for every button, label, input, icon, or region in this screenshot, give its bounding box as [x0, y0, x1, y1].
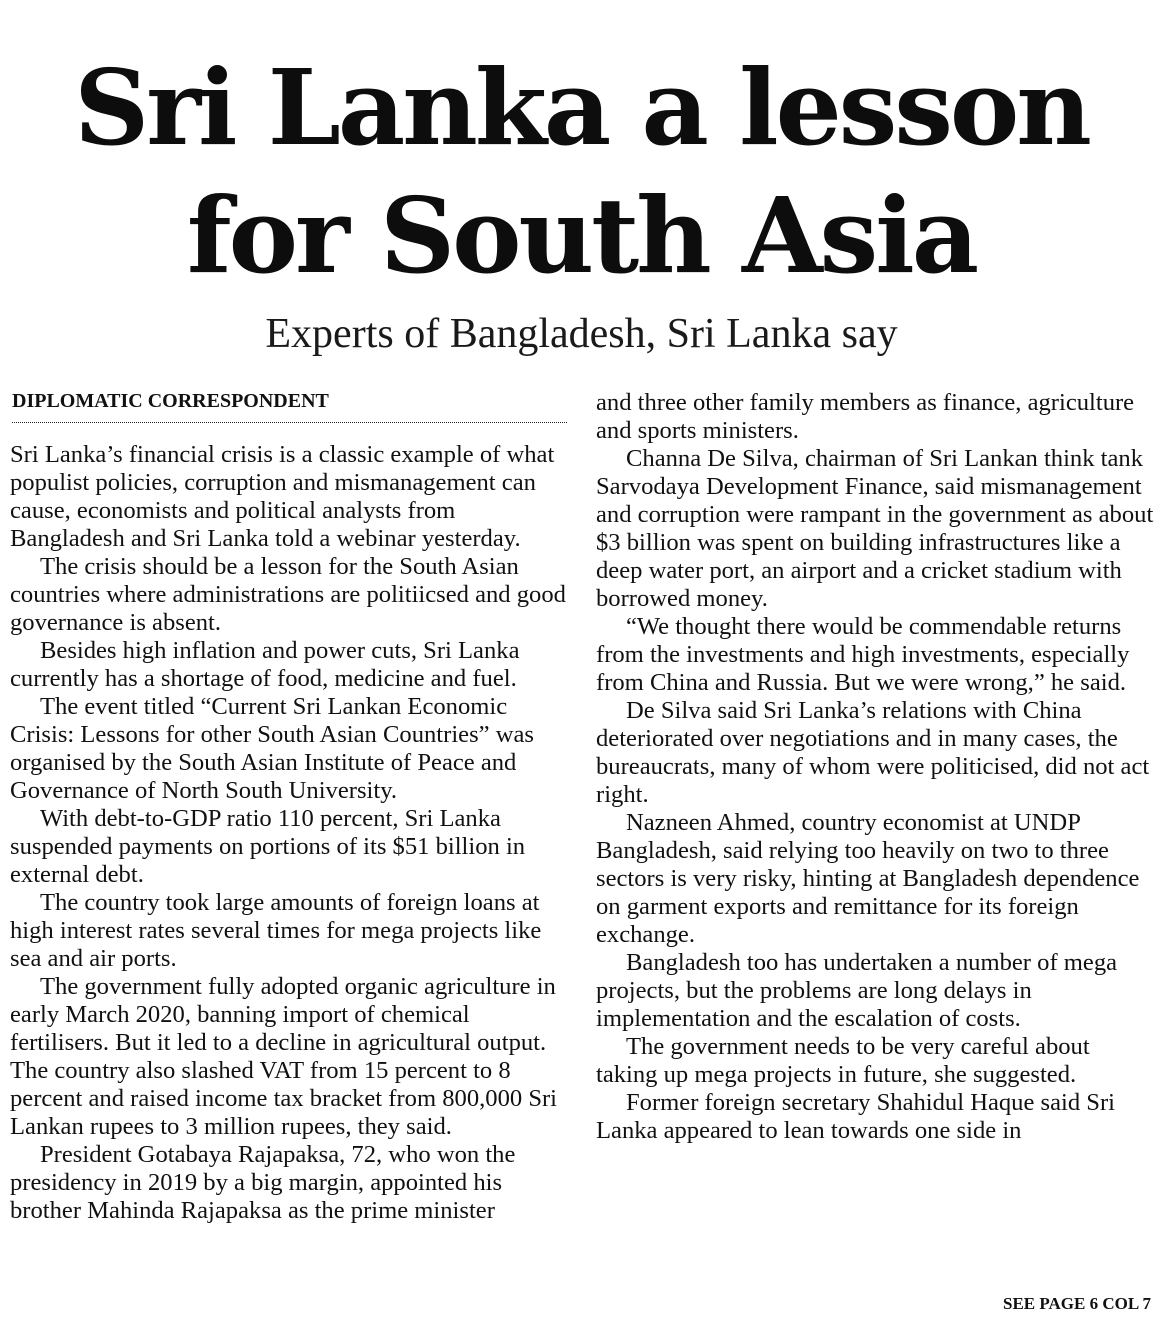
- paragraph: “We thought there would be commendable returns from the investments and high investments, especially from China and Russia. But we were wrong,” he said.: [596, 613, 1130, 696]
- paragraph: President Gotabaya Rajapaksa, 72, who won the presidency in 2019 by a big margin, appointed his brother Mahinda Rajapaksa as the prime minister: [10, 1141, 516, 1224]
- paragraph: With debt-to-GDP ratio 110 percent, Sri Lanka suspended payments on portions of its $51 billion in external debt.: [10, 805, 526, 888]
- paragraph: The country took large amounts of foreign loans at high interest rates several times for mega projects like sea and air ports.: [10, 889, 542, 972]
- paragraph: Nazneen Ahmed, country economist at UNDP Bangladesh, said relying too heavily on two to three sectors is very risky, hinting at Bangladesh dependence on garment exports and remittance for its foreign exchange.: [596, 809, 1140, 948]
- continued-on-page-note: SEE PAGE 6 COL 7: [1003, 1294, 1151, 1313]
- paragraph: Channa De Silva, chairman of Sri Lankan think tank Sarvodaya Development Finance, said mismanagement and corruption were rampant in the government as about $3 billion was spent on building infrastructures like a deep water port, an airport and a cricket stadium with borrowed money.: [596, 445, 1154, 612]
- article-column-1: [10, 441, 570, 1225]
- byline: DIPLOMATIC CORRESPONDENT: [12, 388, 567, 423]
- paragraph: and three other family members as finance, agriculture and sports ministers.: [596, 389, 1135, 444]
- paragraph: De Silva said Sri Lanka’s relations with China deteriorated over negotiations and in many cases, the bureaucrats, many of whom were politicised, did not act right.: [596, 697, 1150, 808]
- paragraph: The government needs to be very careful about taking up mega projects in future, she suggested.: [596, 1033, 1090, 1088]
- headline: [0, 44, 1163, 300]
- headline-line-2: for South Asia: [186, 174, 977, 297]
- paragraph: The event titled “Current Sri Lankan Economic Crisis: Lessons for other South Asian Countries” was organised by the South Asian Institute of Peace and Governance of North South University.: [10, 693, 534, 804]
- paragraph: Former foreign secretary Shahidul Haque said Sri Lanka appeared to lean towards one side in: [596, 1089, 1116, 1144]
- paragraph: Bangladesh too has undertaken a number of mega projects, but the problems are long delays in implementation and the escalation of costs.: [596, 949, 1118, 1032]
- article-column-2: [596, 389, 1156, 1145]
- paragraph: The crisis should be a lesson for the South Asian countries where administrations are politiicsed and good governance is absent.: [10, 553, 566, 636]
- paragraph: The government fully adopted organic agriculture in early March 2020, banning import of chemical fertilisers. But it led to a decline in agricultural output. The country also slashed VAT from 15 percent to 8 percent and raised income tax bracket from 800,000 Sri Lankan rupees to 3 million rupees, they said.: [10, 973, 558, 1140]
- headline-line-1: Sri Lanka a lesson: [74, 46, 1089, 169]
- paragraph: Sri Lanka’s financial crisis is a classic example of what populist policies, corruption and mismanagement can cause, economists and political analysts from Bangladesh and Sri Lanka told a webinar yesterday.: [10, 441, 555, 552]
- subheadline: Experts of Bangladesh, Sri Lanka say: [265, 311, 898, 357]
- paragraph: Besides high inflation and power cuts, Sri Lanka currently has a shortage of food, medicine and fuel.: [10, 637, 520, 692]
